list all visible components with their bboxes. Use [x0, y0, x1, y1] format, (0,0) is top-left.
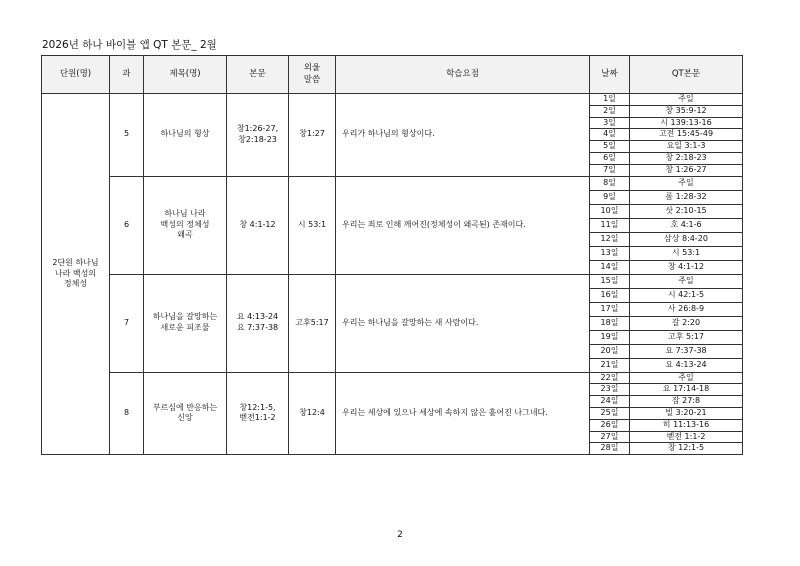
- qt-passage-cell: 시 53:1: [630, 246, 743, 260]
- header-title: 제목(명): [144, 56, 227, 94]
- date-cell: 17일: [590, 302, 630, 316]
- date-cell: 14일: [590, 260, 630, 274]
- qt-passage-cell: 삿 2:10-15: [630, 204, 743, 218]
- qt-passage-cell: 시 139:13-16: [630, 117, 743, 129]
- qt-passage-cell: 주일: [630, 372, 743, 384]
- header-memory-line1: 외울: [303, 63, 321, 74]
- learning-goal-cell: 우리는 죄로 인해 깨어진(정체성이 왜곡된) 존재이다.: [336, 176, 590, 274]
- lesson-text-cell: [227, 372, 289, 455]
- lesson-text-line: 요 4:13-24: [236, 312, 279, 322]
- lesson-title-line: 백성의 정체성: [160, 219, 210, 229]
- page-number: 2: [397, 530, 403, 540]
- memory-verse-cell: 시 53:1: [289, 176, 336, 274]
- header-text: 본문: [227, 56, 289, 94]
- lesson-text-cell: [227, 176, 289, 274]
- table-body: [42, 94, 743, 455]
- lesson-text-line: 창 4:1-12: [239, 219, 276, 229]
- lesson-number-cell: 5: [110, 94, 144, 177]
- lesson-text-line: 요 7:37-38: [236, 323, 279, 333]
- qt-passage-cell: 창 2:18-23: [630, 152, 743, 164]
- qt-passage-cell: 롬 1:28-32: [630, 190, 743, 204]
- memory-verse-cell: 창12:4: [289, 372, 336, 455]
- date-cell: 9일: [590, 190, 630, 204]
- qt-passage-cell: 삼상 8:4-20: [630, 232, 743, 246]
- lesson-text-line: 벧전1:1-2: [239, 413, 276, 423]
- date-cell: 10일: [590, 204, 630, 218]
- header-unit: 단원(명): [42, 56, 110, 94]
- learning-goal-cell: 우리는 세상에 있으나 세상에 속하지 않은 흩어진 나그네다.: [336, 372, 590, 455]
- date-cell: 26일: [590, 419, 630, 431]
- lesson-number-cell: 8: [110, 372, 144, 455]
- date-cell: 23일: [590, 384, 630, 396]
- lesson-title-line: 하나님의 형상: [160, 129, 210, 139]
- qt-passage-cell: 호 4:1-6: [630, 218, 743, 232]
- qt-passage-cell: 창 1:26-27: [630, 164, 743, 176]
- date-cell: 8일: [590, 176, 630, 190]
- date-cell: 24일: [590, 396, 630, 408]
- date-cell: 5일: [590, 141, 630, 153]
- date-cell: 28일: [590, 443, 630, 455]
- header-row: [42, 56, 743, 94]
- lesson-title-line: 신앙: [177, 413, 193, 423]
- lesson-text-line: 창1:26-27,: [236, 123, 279, 133]
- qt-schedule-table: [41, 55, 743, 455]
- qt-passage-cell: 고후 5:17: [630, 330, 743, 344]
- lesson-title-line: 부르심에 반응하는: [152, 402, 218, 412]
- date-cell: 25일: [590, 407, 630, 419]
- qt-passage-cell: 창 35:9-12: [630, 105, 743, 117]
- qt-passage-cell: 주일: [630, 94, 743, 106]
- qt-passage-cell: 빌 3:20-21: [630, 407, 743, 419]
- header-lesson: 과: [110, 56, 144, 94]
- date-cell: 12일: [590, 232, 630, 246]
- date-cell: 22일: [590, 372, 630, 384]
- unit-label-line: 2단원 하나님: [52, 257, 99, 267]
- lesson-text-line: 창2:18-23: [238, 134, 277, 144]
- date-cell: 11일: [590, 218, 630, 232]
- date-cell: 7일: [590, 164, 630, 176]
- lesson-title-line: 하나님을 갈망하는: [152, 312, 218, 322]
- qt-passage-cell: 히 11:13-16: [630, 419, 743, 431]
- qt-passage-cell: 요일 3:1-3: [630, 141, 743, 153]
- learning-goal-cell: 우리는 하나님을 갈망하는 새 사람이다.: [336, 274, 590, 372]
- table-row: [42, 176, 743, 190]
- lesson-number-cell: 7: [110, 274, 144, 372]
- qt-passage-cell: 요 4:13-24: [630, 358, 743, 372]
- date-cell: 21일: [590, 358, 630, 372]
- lesson-text-cell: [227, 274, 289, 372]
- qt-passage-cell: 시 42:1-5: [630, 288, 743, 302]
- lesson-title-line: 왜곡: [177, 230, 193, 240]
- qt-passage-cell: 사 26:8-9: [630, 302, 743, 316]
- date-cell: 2일: [590, 105, 630, 117]
- header-memory-line2: 말씀: [303, 74, 321, 85]
- header-qt: QT본문: [630, 56, 743, 94]
- date-cell: 16일: [590, 288, 630, 302]
- qt-passage-cell: 고전 15:45-49: [630, 129, 743, 141]
- qt-passage-cell: 벧전 1:1-2: [630, 431, 743, 443]
- date-cell: 1일: [590, 94, 630, 106]
- header-memory-verse: [289, 56, 336, 94]
- qt-passage-cell: 주일: [630, 274, 743, 288]
- header-date: 날짜: [590, 56, 630, 94]
- date-cell: 13일: [590, 246, 630, 260]
- learning-goal-cell: 우리가 하나님의 형상이다.: [336, 94, 590, 177]
- date-cell: 27일: [590, 431, 630, 443]
- memory-verse-cell: 창1:27: [289, 94, 336, 177]
- qt-passage-cell: 잠 27:8: [630, 396, 743, 408]
- unit-cell: [42, 94, 110, 455]
- table-row: [42, 274, 743, 288]
- lesson-title-cell: [144, 94, 227, 177]
- qt-passage-cell: 주일: [630, 176, 743, 190]
- date-cell: 4일: [590, 129, 630, 141]
- lesson-title-cell: [144, 372, 227, 455]
- lesson-title-cell: [144, 274, 227, 372]
- qt-passage-cell: 요 17:14-18: [630, 384, 743, 396]
- unit-label-line: 나라 백성의: [54, 268, 97, 278]
- date-cell: 20일: [590, 344, 630, 358]
- memory-verse-cell: 고후5:17: [289, 274, 336, 372]
- date-cell: 15일: [590, 274, 630, 288]
- header-goal: 학습요점: [336, 56, 590, 94]
- lesson-title-line: 새로운 피조물: [160, 323, 210, 333]
- date-cell: 19일: [590, 330, 630, 344]
- qt-passage-cell: 요 7:37-38: [630, 344, 743, 358]
- lesson-title-cell: [144, 176, 227, 274]
- table-row: [42, 372, 743, 384]
- qt-passage-cell: 창 4:1-12: [630, 260, 743, 274]
- lesson-title-line: 하나님 나라: [164, 208, 206, 218]
- date-cell: 18일: [590, 316, 630, 330]
- document-title: 2026년 하나 바이블 앱 QT 본문_ 2월: [42, 39, 217, 51]
- lesson-text-line: 창12:1-5,: [239, 402, 276, 412]
- unit-label-line: 정체성: [63, 279, 88, 289]
- lesson-text-cell: [227, 94, 289, 177]
- qt-passage-cell: 갈 2:20: [630, 316, 743, 330]
- date-cell: 6일: [590, 152, 630, 164]
- table-row: [42, 94, 743, 106]
- date-cell: 3일: [590, 117, 630, 129]
- qt-passage-cell: 창 12:1-5: [630, 443, 743, 455]
- lesson-number-cell: 6: [110, 176, 144, 274]
